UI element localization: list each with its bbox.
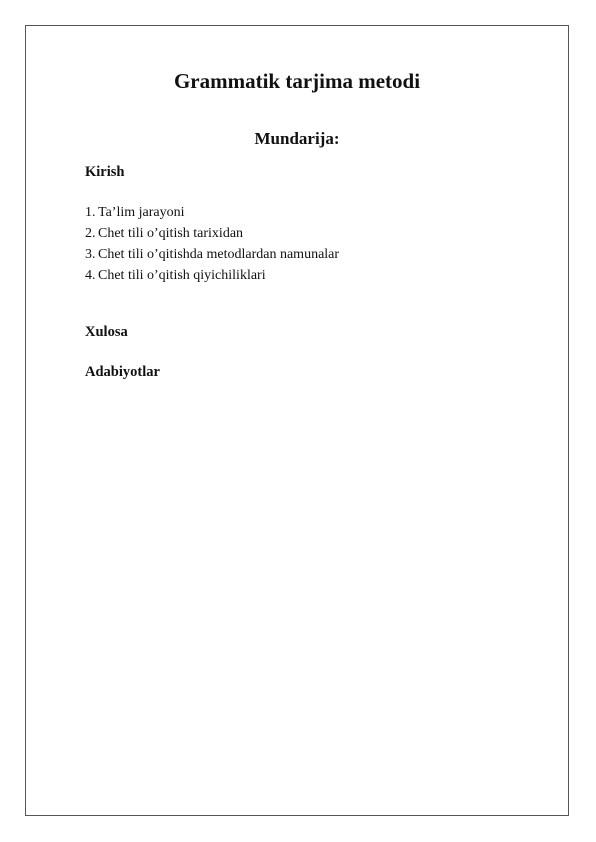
toc-list xyxy=(85,204,339,288)
toc-item-text: Chet tili o’qitish qiyichiliklari xyxy=(98,268,266,283)
toc-item-text: Chet tili o’qitishda metodlardan namunalar xyxy=(98,247,340,262)
toc-item-number: 4. xyxy=(85,268,96,283)
toc-section-references: Adabiyotlar xyxy=(85,364,160,380)
toc-section-intro: Kirish xyxy=(85,164,125,180)
table-of-contents-heading: Mundarija: xyxy=(254,129,340,148)
toc-item-text: Chet tili o’qitish tarixidan xyxy=(98,226,244,241)
toc-item-number: 3. xyxy=(85,247,96,262)
toc-item-number: 2. xyxy=(85,226,96,241)
document-title: Grammatik tarjima metodi xyxy=(173,69,421,93)
toc-item xyxy=(85,204,339,225)
toc-item xyxy=(85,246,339,267)
toc-item xyxy=(85,267,339,288)
toc-item xyxy=(85,225,339,246)
document-page xyxy=(25,25,569,816)
toc-section-conclusion: Xulosa xyxy=(85,324,128,340)
toc-item-text: Ta’lim jarayoni xyxy=(98,205,185,220)
toc-item-number: 1. xyxy=(85,205,96,220)
